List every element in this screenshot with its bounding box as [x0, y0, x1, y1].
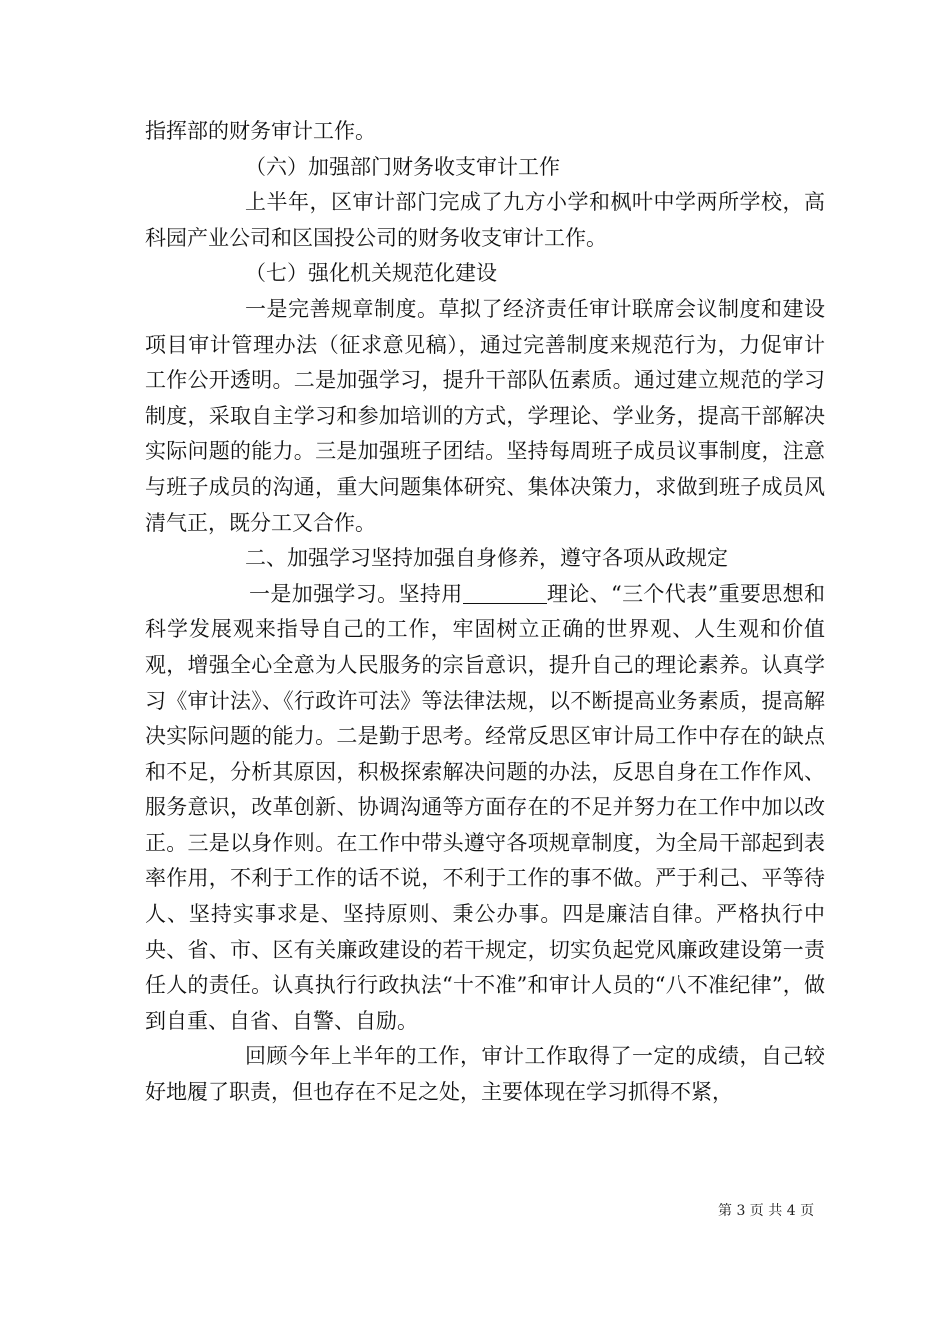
paragraph-review: 回顾今年上半年的工作，审计工作取得了一定的成绩，自己较好地履了职责，但也存在不足之处，主要体现在学习抓得不紧， — [145, 1044, 825, 1105]
page-number: 第 3 页 共 4 页 — [718, 1203, 815, 1219]
section-heading-2: 二、加强学习坚持加强自身修养，遵守各项从政规定 — [245, 546, 728, 571]
paragraph-standardization: 一是完善规章制度。草拟了经济责任审计联席会议制度和建设项目审计管理办法（征求意见稿），通过完善制度来规范行为，力促审计工作公开透明。二是加强学习，提升干部队伍素质。通过建立规范的学习制度，采取自主学习和参加培训的方式，学理论、学业务，提高干部解决实际问题的能力。三是加强班子团结。坚持每周班子成员议事制度，注意与班子成员的沟通，重大问题集体研究、集体决策力，求做到班子成员风清气正，既分工又合作。 — [145, 296, 825, 535]
document-body — [145, 114, 825, 1111]
section-heading-7: （七）强化机关规范化建设 — [245, 261, 497, 286]
paragraph-self-cultivation-lead: 一是加强学习。坚持用 — [249, 581, 463, 606]
paragraph-self-cultivation-body: 理论、“三个代表”重要思想和科学发展观来指导自己的工作，牢固树立正确的世界观、人生观和价值观，增强全心全意为人民服务的宗旨意识，提升自己的理论素养。认真学习《审计法》、《行政许可法》等法律法规，以不断提高业务素质，提高解决实际问题的能力。二是勤于思考。经常反思区审计局工作中存在的缺点和不足，分析其原因，积极探索解决问题的办法，反思自身在工作作风、服务意识，改革创新、协调沟通等方面存在的不足并努力在工作中加以改正。三是以身作则。在工作中带头遵守各项规章制度，为全局干部起到表率作用，不利于工作的话不说，不利于工作的事不做。严于利己、平等待人、坚持实事求是、坚持原则、秉公办事。四是廉洁自律。严格执行中央、省、市、区有关廉政建设的若干规定，切实负起党风廉政建设第一责任人的责任。认真执行行政执法“十不准”和审计人员的“八不准纪律”，做到自重、自省、自警、自励。 — [145, 581, 826, 1033]
section-heading-6: （六）加强部门财务收支审计工作 — [245, 154, 560, 179]
paragraph-financial-audit: 上半年，区审计部门完成了九方小学和枫叶中学两所学校，高科园产业公司和区国投公司的财务收支审计工作。 — [145, 190, 825, 250]
paragraph-self-cultivation — [145, 577, 825, 1040]
paragraph-continuation: 指挥部的财务审计工作。 — [145, 119, 376, 143]
blank-underline — [463, 582, 547, 604]
